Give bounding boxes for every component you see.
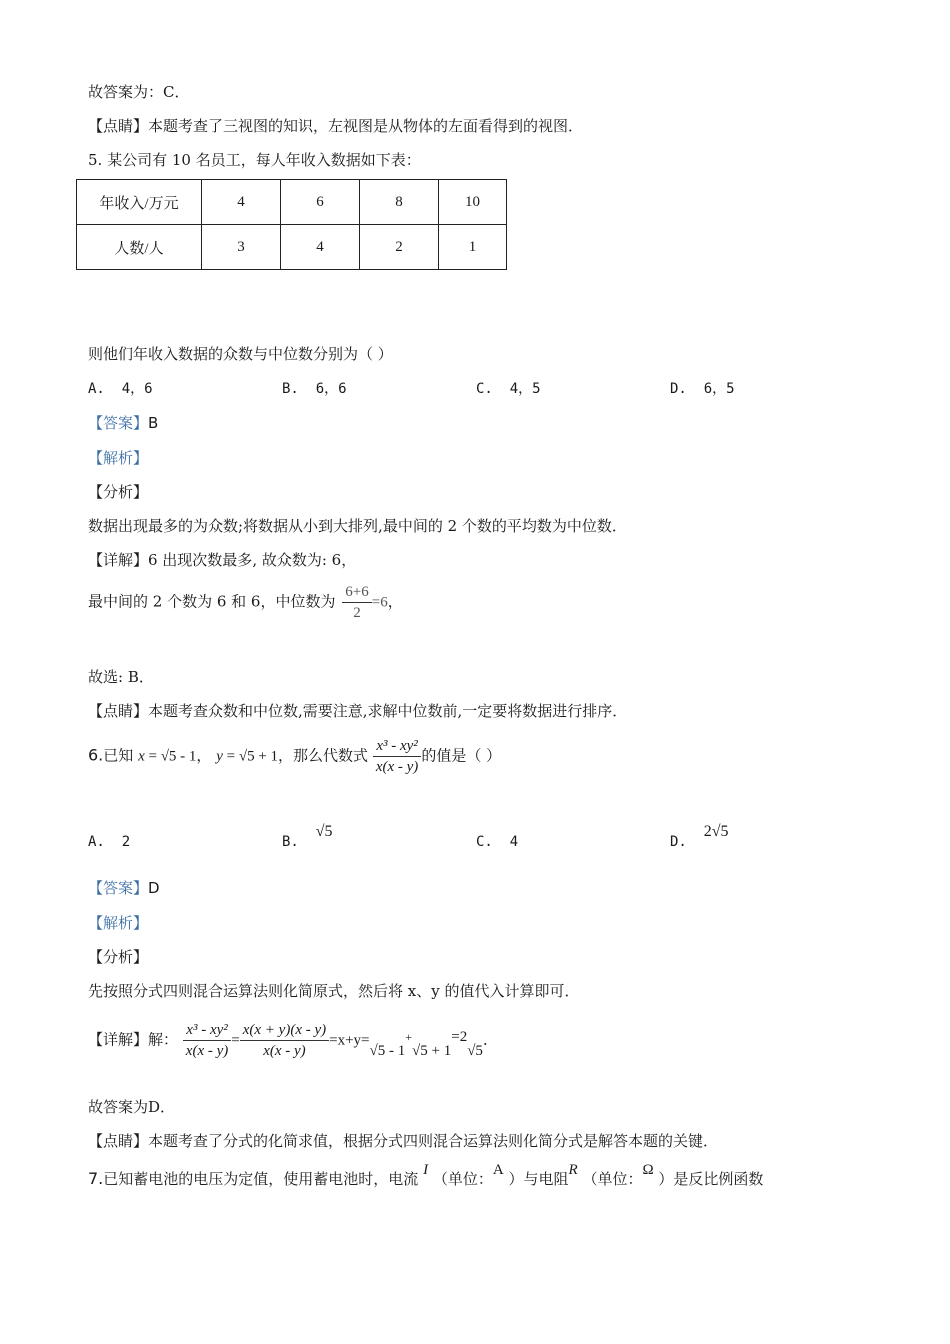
q6-option-d: D. 2√5 [670,823,729,850]
table-cell: 1 [439,225,507,270]
question-7-title: 7.已知蓄电池的电压为定值，使用蓄电池时，电流 I （单位：A ）与电阻R （单位：Ω ）是反比例函数 [88,1162,764,1188]
q5-option-d: D. 6，5 [670,381,735,397]
question-5-title: 5. 某公司有 10 名员工，每人年收入数据如下表： [88,151,421,169]
q6-analysis: 先按照分式四则混合运算法则化简原式，然后将 x、y 的值代入计算即可． [88,982,580,1000]
q6-jiexi-heading: 【解析】 [88,914,149,932]
answer-line-q4: 故答案为：C． [88,83,190,101]
q6-expression-fraction: $\frac{\text{x³ - xy²}}{x(x - y)}$ [373,736,421,777]
table-cell: 年收入/万元 [77,180,202,225]
income-table [76,179,507,270]
q6-fenxi-heading: 【分析】 [88,948,149,966]
q6-option-a: A. 2 [88,834,131,850]
table-cell: 人数/人 [77,225,202,270]
table-cell: 10 [439,180,507,225]
table-cell: 6 [281,180,360,225]
q5-option-c: C. 4，5 [476,381,541,397]
table-cell: 3 [202,225,281,270]
q6-detail-fraction-2: $\frac{x(x + y)(x - y)}{x(x - y)}$ [240,1020,329,1061]
q6-detail-fraction-1: $\frac{\text{x³ - xy²}}{x(x - y)}$ [183,1020,231,1061]
q5-dianjing: 【点睛】本题考查众数和中位数,需要注意,求解中位数前,一定要将数据进行排序． [88,702,628,720]
q5-choose: 故选: B． [88,668,154,686]
q6-dianjing: 【点睛】本题考查了分式的化简求值，根据分式四则混合运算法则化简分式是解答本题的关键． [88,1132,719,1150]
q6-option-b: B. √5 [282,823,333,850]
median-fraction: $\frac{6+6}{2}$ [342,582,371,623]
q5-analysis: 数据出现最多的为众数;将数据从小到大排列,最中间的 2 个数的平均数为中位数． [88,517,627,535]
q5-option-a: A. 4，6 [88,381,153,397]
q6-detail-line: 【详解】解： $\frac{\text{x³ - xy²}}{x(x - y)}$ = $\frac{x(x + y)(x - y)}{x(x - y)}$ =x+y=√5 - 1+√5 + 1=2√5． [88,1022,498,1059]
q5-option-b: B. 6，6 [282,381,347,397]
table-cell: 8 [360,180,439,225]
question-5-text: 则他们年收入数据的众数与中位数分别为（ ） [88,345,393,363]
table-row [77,225,507,270]
q5-answer: 【答案】B [88,414,159,432]
q6-option-c: C. 4 [476,834,519,850]
q6-answer: 【答案】D [88,879,160,897]
table-cell: 4 [281,225,360,270]
table-cell: 2 [360,225,439,270]
q5-detail: 【详解】6 出现次数最多, 故众数为: 6， [88,551,357,569]
table-cell: 4 [202,180,281,225]
q5-median-line: 最中间的 2 个数为 6 和 6，中位数为 $\frac{6+6}{2}$ =6， [88,584,403,621]
table-row [77,180,507,225]
dianjing-q4: 【点睛】本题考查了三视图的知识，左视图是从物体的左面看得到的视图． [88,117,584,135]
q5-fenxi-heading: 【分析】 [88,483,149,501]
q5-jiexi-heading: 【解析】 [88,449,149,467]
q6-choose: 故答案为D． [88,1098,176,1116]
question-6-title: 6.已知 x = √5 - 1， y = √5 + 1，那么代数式 $\frac{\text{x³ - xy²}}{x(x - y)}$ 的值是（ ） [88,738,502,775]
